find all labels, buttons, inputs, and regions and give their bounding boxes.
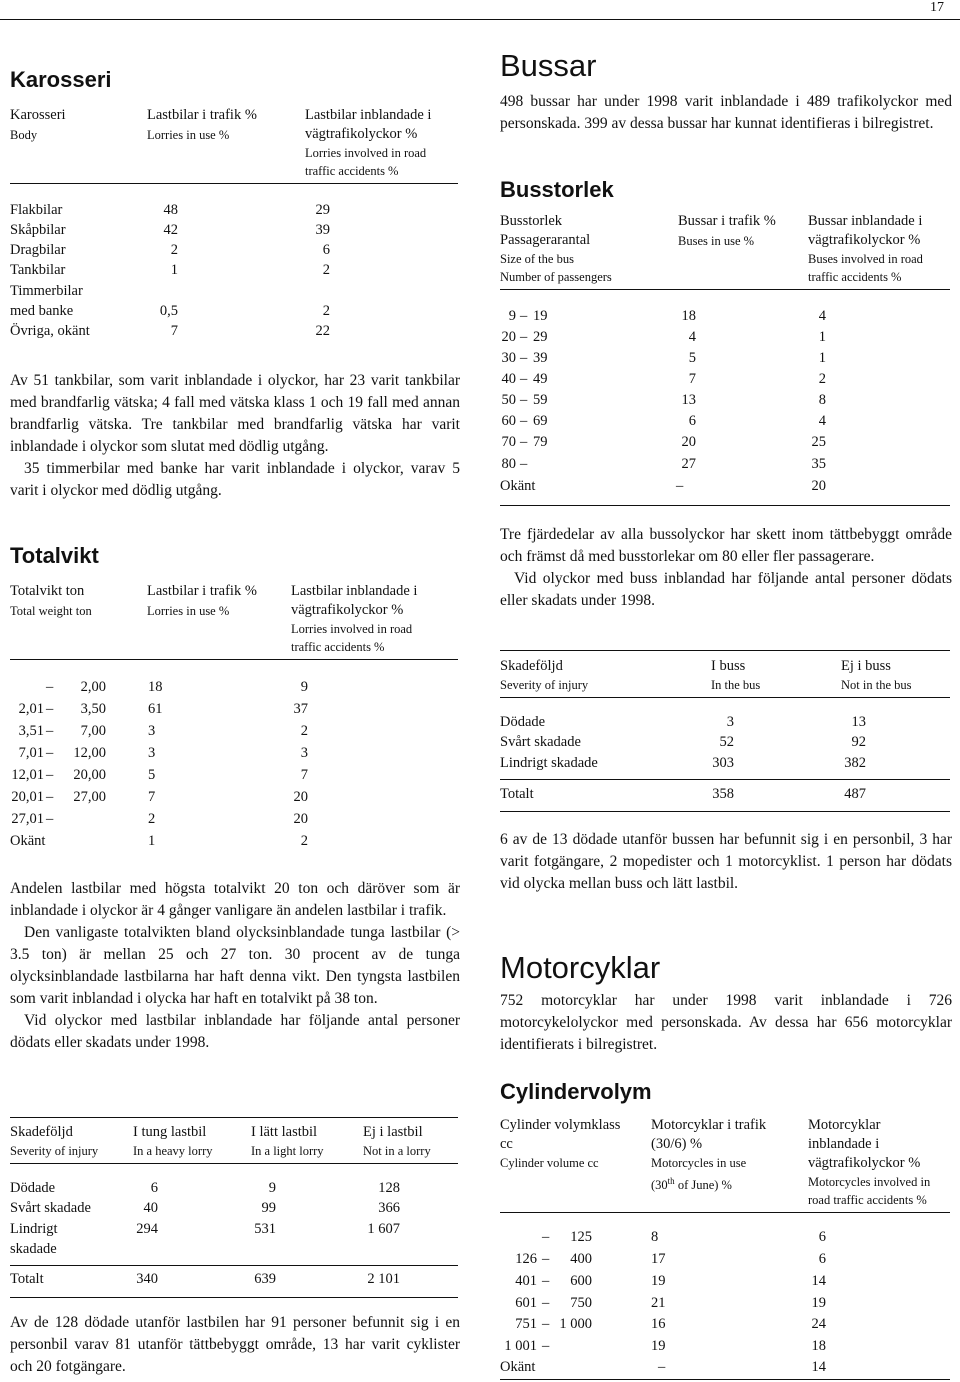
table-bottom-rule <box>500 1379 950 1380</box>
col-header-accidents-en-1: Lorries involved in road <box>291 622 413 636</box>
col-header-accidents-en-2: traffic accidents % <box>808 270 902 284</box>
row-accidents: 20 <box>811 478 826 494</box>
row-label: Timmerbilar <box>10 283 83 299</box>
bussar-heading: Bussar <box>500 48 597 83</box>
paragraph: Av 51 tankbilar, som varit inblandade i olyckor, har 23 varit tankbilar med brandfarlig vätska; 4 fall med vätska klass 1 och 19 fall med annan brandfarlig vätska. Tre tankbilar med brandfarlig vätska har varit inblandade i olyckor som slutat med dödlig utgång. <box>10 372 460 455</box>
table-bottom-rule <box>500 811 950 812</box>
row-in-use: 18 <box>681 308 696 324</box>
col-header-in-use-sv: Lastbilar i trafik % <box>147 107 257 123</box>
range-dash: – <box>520 350 528 366</box>
range-dash: – <box>542 1316 550 1332</box>
range-from: 3,51 <box>18 723 44 739</box>
paragraph: Den vanligaste totalvikten bland olycksinblandade tunga lastbilar (> 3.5 ton) är mellan 25 och 27 ton. 30 procent av de tunga olycksinblandade lastbilarna har haft denna vikt. Den tyngsta lastbilen som varit inblandad i olycka har haft en totalvikt på 38 ton. <box>10 924 460 1007</box>
col-header-heavy-en: In a heavy lorry <box>133 1144 213 1158</box>
col-header-accidents-en-1: Motorcycles involved in <box>808 1175 931 1189</box>
row-label: Svårt skadade <box>10 1200 91 1216</box>
row-in-use: 8 <box>651 1229 659 1245</box>
range-to: 39 <box>533 350 548 366</box>
motorcyklar-heading: Motorcyklar <box>500 950 661 985</box>
total-rule <box>500 779 950 780</box>
table-header-rule <box>10 1163 458 1164</box>
range-dash: – <box>520 434 528 450</box>
row-in-use: 48 <box>163 202 178 218</box>
row-heavy: 40 <box>143 1200 158 1216</box>
col-header-in-use-sv: Lastbilar i trafik % <box>147 583 257 599</box>
row-accidents: 25 <box>811 434 826 450</box>
table-top-rule <box>10 1117 458 1118</box>
col-header-not-sv: Ej i lastbil <box>363 1124 423 1140</box>
row-accidents: 18 <box>811 1338 826 1354</box>
row-in-use: 18 <box>148 679 163 695</box>
col-header-in-use-sv-1: Motorcyklar i trafik <box>651 1117 767 1133</box>
paragraph: Vid olyckor med lastbilar inblandade har följande antal personer dödats eller skadats under 1998. <box>10 1012 460 1051</box>
range-from: 40 <box>501 371 516 387</box>
paragraph: 752 motorcyklar har under 1998 varit inblandade i 726 motorcykelolyckor med personskada. Av dessa har 656 motorcyklar identifierats i bilregistret. <box>500 992 952 1053</box>
range-dash: – <box>542 1251 550 1267</box>
row-label: Dödade <box>10 1180 56 1196</box>
header-text: of June) % <box>677 1178 732 1193</box>
row-in-use: 2 <box>148 811 156 827</box>
totalvikt-closing-text <box>10 1312 460 1378</box>
row-accidents: 39 <box>315 222 330 238</box>
table-bottom-rule <box>10 1297 458 1298</box>
range-to: 1 000 <box>559 1316 592 1332</box>
row-label: Dödade <box>500 714 546 730</box>
row-label: Totalt <box>10 1271 44 1287</box>
range-dash: – <box>46 723 54 739</box>
row-accidents: 29 <box>315 202 330 218</box>
row-accidents: 4 <box>818 308 826 324</box>
range-from: 60 <box>501 413 516 429</box>
motorcyklar-intro <box>500 990 952 1056</box>
row-accidents: 1 <box>818 350 826 366</box>
range-to: 49 <box>533 371 548 387</box>
paragraph: Av de 128 dödade utanför lastbilen har 91 personer befunnit sig i en personbil varav 81 utanför tättbebyggt område, 13 har varit cyklister och 20 fotgängare. <box>10 1314 460 1375</box>
range-from: 20 <box>501 329 516 345</box>
col-header-accidents-en-2: traffic accidents % <box>291 640 385 654</box>
col-header-cc-en: Cylinder volume cc <box>500 1156 599 1170</box>
col-header-body-en: Body <box>10 128 38 142</box>
col-header-accidents-sv-2: vägtrafikolyckor % <box>291 602 404 618</box>
row-accidents: 20 <box>293 789 308 805</box>
row-label: Övriga, okänt <box>10 323 90 339</box>
range-dash: – <box>46 745 54 761</box>
col-header-accidents-sv-2: vägtrafikolyckor % <box>808 232 921 248</box>
range-from: 12,01 <box>11 767 44 783</box>
row-label: Dragbilar <box>10 242 66 258</box>
range-to: 7,00 <box>80 723 106 739</box>
col-header-accidents-sv-2: inblandade i <box>808 1136 880 1152</box>
range-to: 600 <box>570 1273 592 1289</box>
col-header-in-use-sv-2: (30/6) % <box>651 1136 703 1152</box>
page-number: 17 <box>930 0 944 15</box>
row-label-2: skadade <box>10 1241 57 1257</box>
row-label: Okänt <box>500 1359 536 1375</box>
row-accidents: 4 <box>818 413 826 429</box>
range-dash: – <box>46 679 54 695</box>
row-in-use: 42 <box>163 222 178 238</box>
row-accidents: 3 <box>300 745 308 761</box>
range-to: 3,50 <box>80 701 106 717</box>
col-header-accidents-sv-3: vägtrafikolyckor % <box>808 1155 921 1171</box>
row-in-use: 0,5 <box>159 303 178 319</box>
range-dash: – <box>46 789 54 805</box>
row-heavy: 6 <box>150 1180 158 1196</box>
header-text: (30 <box>651 1178 668 1193</box>
row-not: 128 <box>378 1180 400 1196</box>
col-header-accidents-en-1: Buses involved in road <box>808 252 923 266</box>
range-from: 1 001 <box>504 1338 537 1354</box>
row-accidents: 22 <box>315 323 330 339</box>
range-from: 751 <box>515 1316 537 1332</box>
row-not: 366 <box>378 1200 400 1216</box>
col-header-accidents-sv-1: Lastbilar inblandade i <box>305 107 432 123</box>
busstorlek-heading: Busstorlek <box>500 177 614 202</box>
totalvikt-heading: Totalvikt <box>10 543 99 568</box>
col-header-not-en: Not in a lorry <box>363 1144 431 1158</box>
row-not-bus: 487 <box>844 786 866 802</box>
col-header-in-use-en-1: Motorcycles in use <box>651 1156 747 1170</box>
row-in-use: 20 <box>681 434 696 450</box>
col-header-in-bus-en: In the bus <box>711 678 761 692</box>
range-dash: – <box>520 371 528 387</box>
row-accidents: 9 <box>300 679 308 695</box>
paragraph: Tre fjärdedelar av alla bussolyckor har skett inom tättbebyggt område och främst då med busstorlekar om 80 eller fler passagerare. <box>500 526 952 565</box>
table-header-rule <box>500 289 950 290</box>
row-in-use: 3 <box>148 723 156 739</box>
range-to: 19 <box>533 308 548 324</box>
row-in-use: 19 <box>651 1273 666 1289</box>
row-heavy: 294 <box>136 1221 158 1237</box>
range-dash: – <box>46 767 54 783</box>
col-header-accidents-sv-2: vägtrafikolyckor % <box>305 126 418 142</box>
row-in-use: 61 <box>148 701 163 717</box>
range-from: 401 <box>515 1273 537 1289</box>
paragraph: 498 bussar har under 1998 varit inblandade i 489 trafikolyckor med personskada. 399 av dessa bussar har kunnat identifieras i bilregistret. <box>500 93 952 132</box>
row-accidents: 6 <box>322 242 330 258</box>
bussar-intro <box>500 91 952 135</box>
range-dash: – <box>542 1295 550 1311</box>
row-heavy: 340 <box>136 1271 158 1287</box>
row-light: 9 <box>268 1180 276 1196</box>
range-from: 70 <box>501 434 516 450</box>
range-from: 80 <box>501 456 516 472</box>
col-header-in-use-en-2 <box>651 1172 732 1195</box>
row-accidents: 20 <box>293 811 308 827</box>
karosseri-heading: Karosseri <box>10 67 112 92</box>
col-header-severity-en: Severity of injury <box>500 678 589 692</box>
table-header-rule <box>10 659 458 660</box>
col-header-light-en: In a light lorry <box>251 1144 324 1158</box>
row-label: med banke <box>10 303 74 319</box>
range-from: 50 <box>501 392 516 408</box>
col-header-not-bus-sv: Ej i buss <box>841 658 891 674</box>
row-in-use: 17 <box>651 1251 666 1267</box>
row-in-use: 5 <box>688 350 696 366</box>
range-from: 30 <box>501 350 516 366</box>
col-header-accidents-en-2: road traffic accidents % <box>808 1193 927 1207</box>
row-accidents: 19 <box>811 1295 826 1311</box>
range-dash: – <box>520 329 528 345</box>
paragraph: Vid olyckor med buss inblandad har följande antal personer dödats eller skadats under 1998. <box>500 570 952 609</box>
row-in-use: 7 <box>148 789 156 805</box>
paragraph: 35 timmerbilar med banke har varit inblandade i olyckor, varav 5 varit i olyckor med dödlig utgång. <box>10 460 460 499</box>
paragraph: 6 av de 13 dödade utanför bussen har befunnit sig i en personbil, 3 har varit fotgängare, 2 mopedister och 1 motorcyklist. 1 person har dödats vid olycka mellan buss och lätt lastbil. <box>500 831 952 892</box>
col-header-size-sv-1: Busstorlek <box>500 213 563 229</box>
col-header-size-sv-2: Passagerarantal <box>500 232 591 248</box>
range-from: 9 <box>508 308 516 324</box>
row-in-use: 13 <box>681 392 696 408</box>
col-header-weight-en: Total weight ton <box>10 604 92 618</box>
row-label: Okänt <box>500 478 536 494</box>
col-header-size-en-2: Number of passengers <box>500 270 612 284</box>
row-accidents: 35 <box>811 456 826 472</box>
row-accidents: 2 <box>300 723 308 739</box>
col-header-in-use-en: Buses in use % <box>678 234 755 248</box>
range-to: 69 <box>533 413 548 429</box>
range-to: 29 <box>533 329 548 345</box>
row-not: 1 607 <box>367 1221 400 1237</box>
row-in-bus: 303 <box>712 755 734 771</box>
range-dash: – <box>520 308 528 324</box>
range-from: 7,01 <box>18 745 44 761</box>
row-accidents: 8 <box>818 392 826 408</box>
col-header-in-use-en: Lorries in use % <box>147 604 230 618</box>
row-in-use: 16 <box>651 1316 666 1332</box>
col-header-size-en-1: Size of the bus <box>500 252 574 266</box>
row-in-use: 6 <box>688 413 696 429</box>
row-in-use: 7 <box>688 371 696 387</box>
row-not-bus: 382 <box>844 755 866 771</box>
row-in-bus: 52 <box>719 734 734 750</box>
range-from: 126 <box>515 1251 537 1267</box>
row-accidents: 24 <box>811 1316 826 1332</box>
row-not-bus: 92 <box>851 734 866 750</box>
row-accidents: 6 <box>818 1251 826 1267</box>
col-header-severity-sv: Skadeföljd <box>10 1124 73 1140</box>
range-to: 400 <box>570 1251 592 1267</box>
col-header-not-bus-en: Not in the bus <box>841 678 912 692</box>
row-accidents: 14 <box>811 1273 826 1289</box>
range-to: 125 <box>570 1229 592 1245</box>
top-rule <box>0 19 960 20</box>
range-dash: – <box>542 1229 550 1245</box>
range-dash: – <box>520 392 528 408</box>
range-to: 750 <box>570 1295 592 1311</box>
row-not: 2 101 <box>367 1271 400 1287</box>
row-in-use-dash: – <box>658 1359 666 1375</box>
row-in-use: 7 <box>170 323 178 339</box>
col-header-heavy-sv: I tung lastbil <box>133 1124 207 1140</box>
col-header-accidents-sv-1: Motorcyklar <box>808 1117 881 1133</box>
row-label: Totalt <box>500 786 534 802</box>
header-superscript: th <box>667 1176 675 1186</box>
paragraph: Andelen lastbilar med högsta totalvikt 20 ton och däröver som är inblandade i olyckor är 4 gånger vanligare än andelen lastbilar i trafik. <box>10 880 460 919</box>
row-light: 99 <box>261 1200 276 1216</box>
col-header-light-sv: I lätt lastbil <box>251 1124 318 1140</box>
col-header-in-use-sv: Bussar i trafik % <box>678 213 776 229</box>
row-label: Skåpbilar <box>10 222 66 238</box>
total-rule <box>10 1265 458 1266</box>
row-in-use: 3 <box>148 745 156 761</box>
range-to: 12,00 <box>73 745 106 761</box>
col-header-in-bus-sv: I buss <box>711 658 746 674</box>
col-header-cc-sv-1: Cylinder volymklass <box>500 1117 621 1133</box>
row-label: Tankbilar <box>10 262 66 278</box>
row-accidents: 2 <box>300 833 308 849</box>
col-header-accidents-en-2: traffic accidents % <box>305 164 399 178</box>
range-dash: – <box>520 456 528 472</box>
row-not-bus: 13 <box>851 714 866 730</box>
table-header-rule <box>500 1212 950 1213</box>
row-in-use: 21 <box>651 1295 666 1311</box>
range-to: 20,00 <box>73 767 106 783</box>
totalvikt-text <box>10 878 460 1054</box>
range-dash: – <box>520 413 528 429</box>
cylindervolym-heading: Cylindervolym <box>500 1079 652 1104</box>
row-in-bus: 3 <box>726 714 734 730</box>
col-header-accidents-sv-1: Bussar inblandade i <box>808 213 923 229</box>
col-header-body-sv: Karosseri <box>10 107 66 123</box>
bussar-text <box>500 524 952 612</box>
range-from: 20,01 <box>11 789 44 805</box>
row-in-use: 1 <box>148 833 156 849</box>
row-in-use: 4 <box>688 329 696 345</box>
table-header-rule <box>500 697 950 698</box>
row-in-use: 19 <box>651 1338 666 1354</box>
col-header-weight-sv: Totalvikt ton <box>10 583 85 599</box>
col-header-severity-en: Severity of injury <box>10 1144 99 1158</box>
row-light: 531 <box>254 1221 276 1237</box>
table-bottom-rule <box>500 505 950 506</box>
row-label: Lindrigt skadade <box>500 755 598 771</box>
row-in-use: 1 <box>170 262 178 278</box>
range-dash: – <box>46 811 54 827</box>
row-in-use-dash: – <box>676 478 684 494</box>
row-in-use: 27 <box>681 456 696 472</box>
row-label-1: Lindrigt <box>10 1221 58 1237</box>
row-light: 639 <box>254 1271 276 1287</box>
row-accidents: 2 <box>322 303 330 319</box>
bussar-closing-text <box>500 829 952 895</box>
range-to: 27,00 <box>73 789 106 805</box>
row-accidents: 2 <box>322 262 330 278</box>
range-to: 79 <box>533 434 548 450</box>
row-accidents: 37 <box>293 701 308 717</box>
row-label: Svårt skadade <box>500 734 581 750</box>
table-header-rule <box>10 183 458 184</box>
col-header-accidents-sv-1: Lastbilar inblandade i <box>291 583 418 599</box>
row-accidents: 14 <box>811 1359 826 1375</box>
col-header-severity-sv: Skadeföljd <box>500 658 563 674</box>
row-accidents: 2 <box>818 371 826 387</box>
row-in-use: 5 <box>148 767 156 783</box>
col-header-cc-sv-2: cc <box>500 1136 513 1152</box>
row-in-use: 2 <box>170 242 178 258</box>
col-header-accidents-en-1: Lorries involved in road <box>305 146 427 160</box>
range-dash: – <box>46 701 54 717</box>
table-top-rule <box>500 650 950 651</box>
range-dash: – <box>542 1338 550 1354</box>
row-label: Okänt <box>10 833 46 849</box>
range-from: 601 <box>515 1295 537 1311</box>
karosseri-text <box>10 370 460 502</box>
row-accidents: 6 <box>818 1229 826 1245</box>
row-in-bus: 358 <box>712 786 734 802</box>
row-accidents: 1 <box>818 329 826 345</box>
col-header-in-use-en: Lorries in use % <box>147 128 230 142</box>
range-from: 2,01 <box>18 701 44 717</box>
row-label: Flakbilar <box>10 202 63 218</box>
range-from: 27,01 <box>11 811 44 827</box>
row-accidents: 7 <box>300 767 308 783</box>
range-to: 59 <box>533 392 548 408</box>
range-dash: – <box>542 1273 550 1289</box>
range-to: 2,00 <box>80 679 106 695</box>
